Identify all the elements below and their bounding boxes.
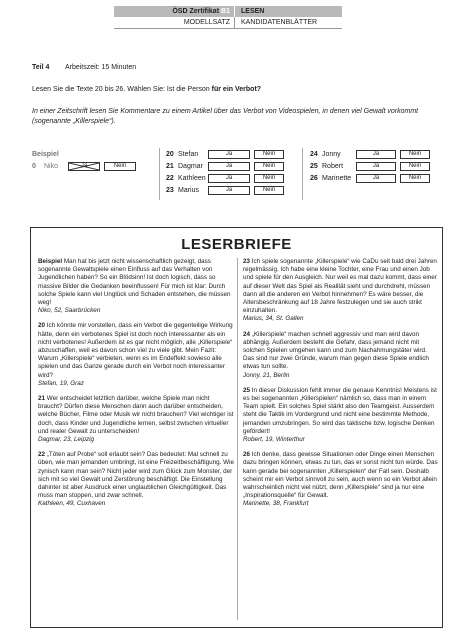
letters-column-right: [243, 258, 439, 516]
answer-grid: [32, 148, 432, 203]
letter-signature: Marinette, 38, Frankfurt: [243, 500, 309, 508]
task-part: [32, 64, 136, 71]
letter-text: Ich denke, dass gewisse Situationen oder Dinge einen Menschen dazu bringen können, etwas zu tun, das er sonst nicht tun würde. Das kann gerade bei sogenannten „Killerspielen“ der Fall sein. Deshalb scheint mir ein Verbot sinnvoll zu sein, auch wenn so ein Verbot allein wahrscheinlich nicht viel nützt, denn „Killerspiele“ sind ja nur eine „Inspirationsquelle“ für Gewalt.: [243, 451, 438, 500]
answer-row: [310, 148, 440, 160]
example-ja-box: [68, 162, 100, 171]
letter-signature: Robert, 19, Winterthur: [243, 436, 305, 444]
cross-mark-icon: [69, 163, 99, 170]
example-column: [32, 148, 152, 172]
letter: [38, 322, 234, 388]
column-divider: [159, 148, 160, 200]
example-name: Niko: [44, 162, 59, 170]
letter-signature: Marius, 34, St. Gallen: [243, 315, 304, 323]
answer-column-1: [166, 148, 301, 196]
answer-name: Marinette: [322, 174, 352, 182]
answer-name: Kathleen: [178, 174, 206, 182]
ja-checkbox[interactable]: Ja: [208, 186, 250, 195]
column-divider: [302, 148, 303, 200]
example-label: Beispiel: [32, 150, 59, 158]
cert-label: [114, 6, 234, 17]
answer-number: 23: [166, 186, 174, 194]
ja-checkbox[interactable]: Ja: [208, 162, 250, 171]
nein-checkbox[interactable]: Nein: [400, 150, 430, 159]
instruction-bold: für ein Verbot?: [211, 86, 262, 93]
exam-header: [114, 6, 342, 29]
answer-number: 21: [166, 162, 174, 170]
answer-number: 24: [310, 150, 318, 158]
answer-row: [310, 172, 440, 184]
nein-checkbox[interactable]: Nein: [254, 150, 284, 159]
answer-row: [166, 184, 301, 196]
answer-name: Robert: [322, 162, 344, 170]
letter: [243, 387, 439, 444]
task-intro: In einer Zeitschrift lesen Sie Kommentare zu einem Artikel über das Verbot von Videospielen, in denen viel Gewalt vorkommt (sogenannte „Killerspiele“).: [32, 108, 419, 125]
letters-column-left: [38, 258, 234, 516]
sheet-label: KANDIDATENBLÄTTER: [234, 17, 342, 28]
task-instruction: [32, 86, 261, 93]
letter: [38, 258, 234, 315]
example-number: 0: [32, 162, 36, 170]
ja-checkbox[interactable]: Ja: [208, 150, 250, 159]
answer-number: 20: [166, 150, 174, 158]
letters-divider: [237, 258, 238, 620]
letter-text: „Töten auf Probe“ soll erlaubt sein? Das bedeutet: Mal schnell zu üben, wie man jemanden umbringt, ist eine Freizeitbeschäftigung. Wie zynisch kann man sein? Nicht jeder wird zum Glück zum Monster, der sich mit so viel Gewalt und Zerstörung beschäftigt. Die Einstellung dahinter ist aber Ausdruck einer unglaublichen Gleichgültigkeit. Das muss man stoppen, und zwar schnell.: [38, 451, 235, 500]
letter-number: 26: [243, 451, 251, 459]
time-label: Arbeitszeit: 15 Minuten: [64, 64, 137, 71]
level-text: B1: [221, 8, 230, 15]
nein-checkbox[interactable]: Nein: [254, 162, 284, 171]
answer-name: Stefan: [178, 150, 199, 158]
answer-name: Dagmar: [178, 162, 203, 170]
ja-checkbox[interactable]: Ja: [356, 150, 396, 159]
letter: [243, 258, 439, 324]
letter: [38, 395, 234, 444]
letters-box: [30, 227, 443, 628]
ja-checkbox[interactable]: Ja: [356, 174, 396, 183]
letter-text: „Killerspiele“ machen schnell aggressiv und man wird davon abhängig. Außerdem besteht die Gefahr, dass jemand nicht mit solchen Spielen umgehen kann und zum Nachahmungstäter wird. Das sind nur zwei Gründe, warum man gegen diese Spiele endlich etwas tun sollte.: [243, 330, 429, 371]
letter-number: 20: [38, 322, 46, 330]
answer-row: [166, 172, 301, 184]
letter: [38, 451, 234, 508]
letter-text: Ich spiele sogenannte „Killerspiele“ wie CaDu seit bald drei Jahren regelmässig. Ich habe eine kleine Tochter, eine Frau und einen Job und spiele für den Ausgleich. Nur weil es mal dazu kommt, dass einer auf dieser Welt das Spiel als Realität sieht und durchdreht, müssen dann all die anderen ein Verbot hinnehmen? Es wäre besser, die Altersbeschränkung auf 18 Jahre festzulegen und sie auch strikt einzuhalten.: [243, 258, 437, 315]
example-nein-box: Nein: [104, 162, 136, 171]
answer-row: [310, 160, 440, 172]
letter-signature: Jonny, 21, Berlin: [243, 371, 290, 379]
letter-number: Beispiel: [38, 258, 63, 265]
letter-number: 23: [243, 258, 251, 265]
letter: [243, 451, 439, 508]
answer-number: 22: [166, 174, 174, 182]
letter-signature: Dagmar, 23, Leipzig: [38, 436, 95, 444]
letter-number: 21: [38, 395, 46, 403]
nein-checkbox[interactable]: Nein: [254, 186, 284, 195]
answer-name: Marius: [178, 186, 200, 194]
letter-signature: Stefan, 19, Graz: [38, 379, 84, 387]
answer-number: 25: [310, 162, 318, 170]
letter-number: 22: [38, 451, 46, 459]
answer-column-2: [310, 148, 440, 184]
answer-number: 26: [310, 174, 318, 182]
nein-checkbox[interactable]: Nein: [254, 174, 284, 183]
letter-signature: Niko, 52, Saarbrücken: [38, 307, 101, 315]
letter-text: In dieser Diskussion fehlt immer die genaue Kenntnis! Meistens ist es bei sogenannten „Killerspielen“ nämlich so, dass man in einem Team spielt. Ein solches Spiel stärkt also den Teamgeist. Ausserdem steht die Taktik im Vordergrund und nicht eine bestimmte Methode, jemanden umzubringen. So wird das taktische bzw. logische Denken gefördert!: [243, 386, 437, 435]
letter-text: Wer entscheidet letztlich darüber, welche Spiele man nicht braucht? Dürfen diese Menschen dann auch darüber entscheiden, welche Bücher, Filme oder Musik wir nicht brauchen? Viel wichtiger ist doch, dass Kinder und Jugendliche lernen, selbst zwischen virtueller und realer Gewalt zu unterscheiden!: [38, 395, 234, 435]
answer-row: [166, 148, 301, 160]
letters-title: LESERBRIEFE: [181, 236, 292, 253]
answer-name: Jonny: [322, 150, 341, 158]
letter-number: 25: [243, 386, 251, 394]
ja-checkbox[interactable]: Ja: [208, 174, 250, 183]
model-label: MODELLSATZ: [183, 19, 230, 26]
part-label: Teil 4: [32, 64, 50, 71]
letter-signature: Kathleen, 49, Cuxhaven: [38, 500, 106, 508]
nein-checkbox[interactable]: Nein: [400, 174, 430, 183]
letter-number: 24: [243, 330, 251, 338]
letter-text: Ich könnte mir vorstellen, dass ein Verbot die gegenteilige Wirkung hätte, denn ein verbotenes Spiel ist doch noch interessanter als ein nicht verbotenes! Außerdem ist es gar nicht möglich, alle „Killerspiele“ abzuschaffen, weil es davon schon viel zu viele gibt. Mein Fazit: Warum „Killerspiele“ verbieten, wenn es im Endeffekt sowieso alle spielen und das Ganze gerade durch ein Verbot noch interessanter wird?: [38, 322, 233, 379]
letter: [243, 331, 439, 380]
example-row: [32, 160, 152, 172]
section-label: LESEN: [234, 6, 342, 17]
answer-row: [166, 160, 301, 172]
ja-checkbox[interactable]: Ja: [356, 162, 396, 171]
instruction-text: Lesen Sie die Texte 20 bis 26. Wählen Sie: Ist die Person: [32, 86, 212, 93]
cert-text: ÖSD Zertifikat: [172, 8, 220, 15]
letter-text: Man hat bis jetzt nicht wissenschaftlich gezeigt, dass sogenannte Gewaltspiele einen Einfluss auf das Verhalten von Jugendlichen haben? So ein Blödsinn! Ist doch logisch, dass so massive Bilder die Gedanken beeinflussen! Für mich ist klar: Durch solche Spiele kann viel Unglück und Schaden entstehen, die müssen weg!: [38, 258, 231, 307]
nein-checkbox[interactable]: Nein: [400, 162, 430, 171]
